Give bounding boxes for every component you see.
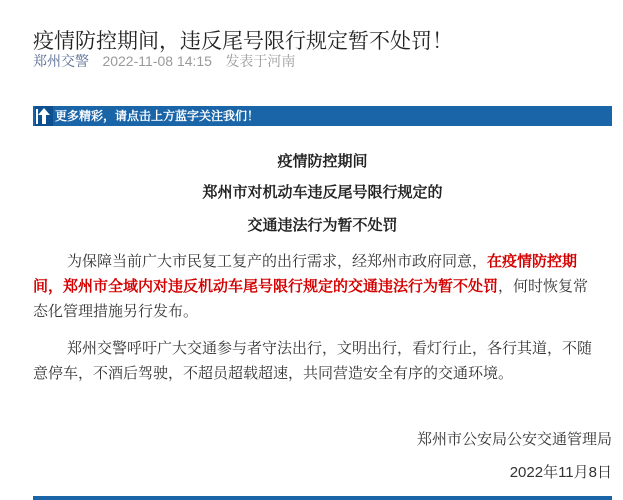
up-arrow-icon — [35, 106, 53, 126]
follow-banner — [33, 106, 612, 126]
paragraph-line: 郑州交警呼吁广大交通参与者守法出行，文明出行，看灯行止，各行其道，不随 — [67, 339, 593, 357]
article-title: 疫情防控期间，违反尾号限行规定暂不处罚！ — [33, 29, 453, 54]
notice-paragraph — [33, 249, 613, 324]
publish-time: 2022-11-08 14:15 — [102, 53, 212, 69]
notice-subtitle-line: 疫情防控期间 — [277, 152, 368, 170]
account-name-link[interactable]: 郑州交警 — [33, 54, 89, 70]
notice-paragraph — [33, 336, 613, 386]
paragraph-line: 意停车，不酒后驾驶，不超员超载超速，共同营造安全有序的交通环境。 — [33, 364, 514, 382]
bottom-divider — [33, 496, 612, 500]
article-meta — [33, 51, 295, 71]
notice-subtitle-line: 交通违法行为暂不处罚 — [247, 216, 398, 234]
paragraph-line: 态化管理措施另行发布。 — [33, 302, 199, 320]
paragraph-line — [33, 249, 613, 274]
notice-subtitle-line: 郑州市对机动车违反尾号限行规定的 — [202, 183, 443, 201]
signature-date: 2022年11月8日 — [509, 464, 612, 481]
signature-org: 郑州市公安局公安交通管理局 — [416, 430, 612, 448]
highlighted-text: 间，郑州市全域内对违反机动车尾号限行规定的交通违法行为暂不处罚 — [33, 277, 499, 295]
paragraph-text: ，何时恢复常 — [498, 277, 589, 295]
paragraph-text: 为保障当前广大市民复工复产的出行需求，经郑州市政府同意， — [67, 252, 488, 270]
publish-location: 发表于河南 — [225, 54, 296, 70]
highlighted-text: 在疫情防控期 — [487, 252, 578, 270]
paragraph-line — [33, 274, 613, 299]
follow-banner-text: 更多精彩，请点击上方蓝字关注我们！ — [55, 109, 260, 123]
